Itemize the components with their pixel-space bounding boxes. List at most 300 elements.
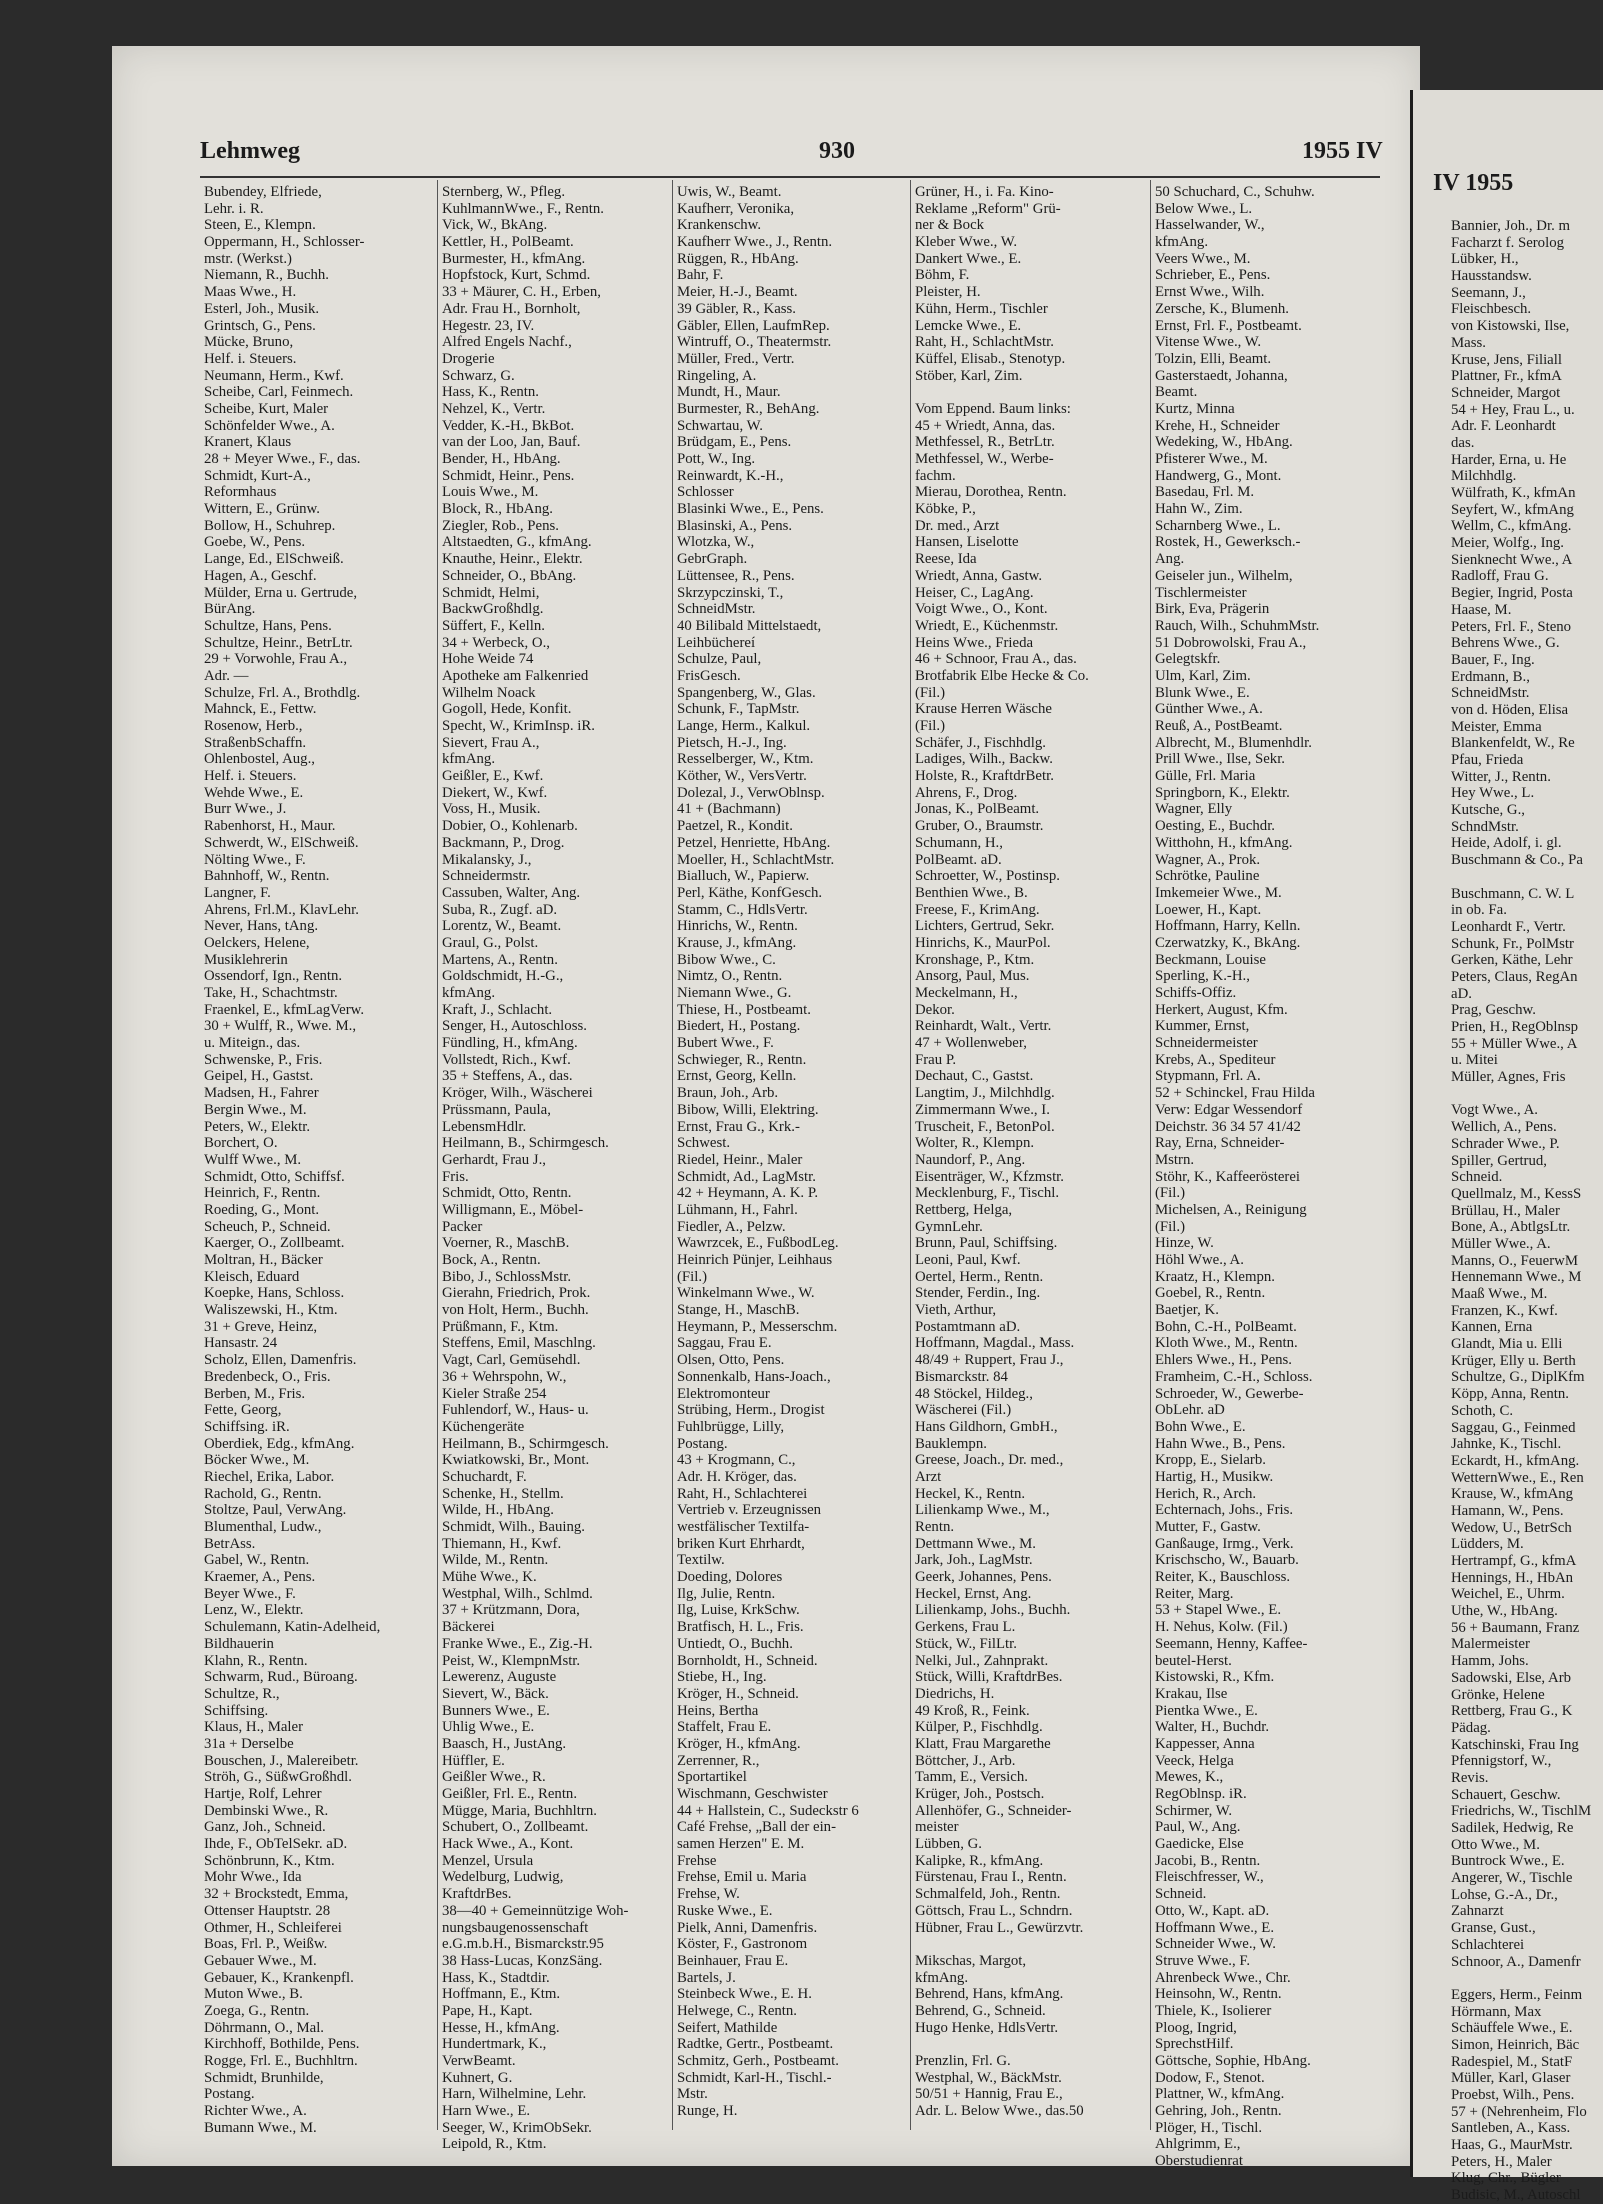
directory-entry-line: Schneidermeister <box>1155 1035 1258 1052</box>
facing-page-entry-line: Angerer, W., Tischle <box>1451 1870 1573 1887</box>
facing-page-entry-line: Katschinski, Frau Ing <box>1451 1736 1579 1753</box>
directory-entry-line: Hinze, W. <box>1155 1235 1214 1252</box>
directory-entry-line: Kirchhoff, Bothilde, Pens. <box>204 2036 360 2053</box>
directory-entry-line: Mecklenburg, F., Tischl. <box>915 1185 1060 1202</box>
directory-entry-line: Wehde Wwe., E. <box>204 784 304 801</box>
directory-entry-line: Burr Wwe., J. <box>204 801 287 818</box>
directory-entry-line: Schultze, R., <box>204 1685 280 1702</box>
directory-entry-line: Gabel, W., Rentn. <box>204 1552 310 1569</box>
directory-entry-line: Skrzypczinski, T., <box>677 584 784 601</box>
directory-entry-line: Schmidt, Heinr., Pens. <box>442 467 575 484</box>
directory-entry-line: Neumann, Herm., Kwf. <box>204 367 344 384</box>
directory-entry-line <box>915 384 1147 401</box>
directory-entry-line: Sonnenkalb, Hans-Joach., <box>677 1368 831 1385</box>
directory-entry-line: Dolezal, J., VerwOblnsp. <box>677 784 825 801</box>
directory-entry-line: Pielk, Anni, Damenfris. <box>677 1919 818 1936</box>
column-divider <box>1150 180 1151 2130</box>
directory-entry-line: Olsen, Otto, Pens. <box>677 1352 785 1369</box>
directory-entry-line: Fette, Georg, <box>204 1402 282 1419</box>
facing-page-entry-line: Weichel, E., Uhrm. <box>1451 1586 1565 1603</box>
facing-page-entry-line: Kruse, Jens, Filiall <box>1451 351 1562 368</box>
directory-entry-line: Senger, H., Autoschloss. <box>442 1018 587 1035</box>
directory-entry-line: KuhlmannWwe., F., Rentn. <box>442 200 604 217</box>
directory-entry-line: Schneid. <box>1155 1886 1207 1903</box>
facing-page-entry-line: Franzen, K., Kwf. <box>1451 1302 1558 1319</box>
facing-page-entry-line: Harder, Erna, u. He <box>1451 451 1567 468</box>
directory-entry-line: Seemann, Henny, Kaffee- <box>1155 1635 1308 1652</box>
directory-entry-line: Roeding, G., Mont. <box>204 1201 320 1218</box>
directory-entry-line: Adr. — <box>204 667 249 684</box>
header-rule <box>200 176 1380 178</box>
directory-entry-line: Schmalfeld, Joh., Rentn. <box>915 1886 1061 1903</box>
directory-entry-line: Reiter, K., Bauschloss. <box>1155 1569 1291 1586</box>
facing-page-entry-line: Grönke, Helene <box>1451 1686 1545 1703</box>
directory-entry-line: Frau P. <box>915 1051 957 1068</box>
directory-entry-line: Imkemeier Wwe., M. <box>1155 884 1282 901</box>
directory-entry-line: Schmidt, Otto, Schiffsf. <box>204 1168 345 1185</box>
directory-entry-line: Wriedt, E., Küchenmstr. <box>915 617 1059 634</box>
directory-entry-line: Dechaut, C., Gastst. <box>915 1068 1034 1085</box>
directory-entry-line: Prenzlin, Frl. G. <box>915 2053 1011 2069</box>
directory-entry-line: Bäckerei <box>442 1619 495 1636</box>
directory-entry-line: Walter, H., Buchdr. <box>1155 1719 1270 1736</box>
directory-entry-line: Kühn, Herm., Tischler <box>915 300 1048 317</box>
directory-entry-line: Prill Wwe., Ilse, Sekr. <box>1155 751 1286 768</box>
directory-entry-line: 37 + Krützmann, Dora, <box>442 1602 580 1619</box>
facing-page-entry-line: Schultze, G., DiplKfm <box>1451 1369 1585 1386</box>
facing-page-entry-line: Lübker, H., <box>1451 251 1519 268</box>
directory-entry-line: BetrAss. <box>204 1535 256 1552</box>
directory-entry-line: Wolter, R., Klempn. <box>915 1135 1035 1152</box>
directory-entry-line: Rüggen, R., HbAng. <box>677 250 799 267</box>
directory-entry-line: SprechstHilf. <box>1155 2036 1234 2053</box>
directory-entry-line: Fündling, H., kfmAng. <box>442 1035 578 1052</box>
directory-entry-line: RegOblnsp. iR. <box>1155 1786 1247 1802</box>
directory-entry-line: Böhm, F. <box>915 267 970 284</box>
directory-entry-line: Block, R., HbAng. <box>442 501 553 518</box>
directory-entry-line: Othmer, H., Schleiferei <box>204 1919 342 1936</box>
directory-entry-line: Bildhauerin <box>204 1635 274 1652</box>
directory-entry-line: Albrecht, M., Blumenhdlr. <box>1155 734 1312 751</box>
facing-page-entry-line: Sadilek, Hedwig, Re <box>1451 1820 1574 1836</box>
directory-entry-line: Schenke, H., Stellm. <box>442 1485 564 1502</box>
directory-entry-line: Ohlenbostel, Aug., <box>204 751 315 768</box>
directory-entry-line: Untiedt, O., Buchh. <box>677 1635 793 1652</box>
directory-entry-line: Ganz, Joh., Schneid. <box>204 1819 326 1836</box>
directory-entry-line: Blunk Wwe., E. <box>1155 684 1250 701</box>
directory-entry-line: Fraenkel, E., kfmLagVerw. <box>204 1001 365 1018</box>
directory-entry-line: Kappesser, Anna <box>1155 1735 1255 1752</box>
directory-entry-line: Schwarm, Rud., Büroang. <box>204 1669 358 1686</box>
facing-page-entry-line: Maaß Wwe., M. <box>1451 1286 1548 1302</box>
directory-entry-line: Hübner, Frau L., Gewürzvtr. <box>915 1919 1084 1936</box>
directory-entry-line: Elektromonteur <box>677 1385 770 1402</box>
directory-entry-line: 49 Kroß, R., Feink. <box>915 1702 1030 1719</box>
directory-entry-line: 45 + Wriedt, Anna, das. <box>915 417 1056 434</box>
directory-entry-line: Seeger, W., KrimObSekr. <box>442 2119 592 2136</box>
facing-page-entry-line: SchndMstr. <box>1451 818 1519 835</box>
directory-entry-line: Lübben, G. <box>915 1836 982 1853</box>
directory-entry-line: Esterl, Joh., Musik. <box>204 300 320 317</box>
directory-entry-line: Otto, W., Kapt. aD. <box>1155 1902 1270 1919</box>
directory-entry-line: beutel-Herst. <box>1155 1652 1232 1669</box>
directory-entry-line: Wäscherei (Fil.) <box>915 1402 1012 1419</box>
directory-entry-line: Schuchardt, F. <box>442 1468 527 1485</box>
directory-entry-line: kfmAng. <box>442 985 496 1001</box>
directory-entry-line: Schultze, Heinr., BetrLtr. <box>204 634 353 651</box>
facing-page-entry-line <box>1451 869 1601 886</box>
directory-entry-line: Ernst Wwe., Wilh. <box>1155 284 1265 301</box>
directory-entry-line: Bismarckstr. 84 <box>915 1368 1008 1385</box>
facing-page-entry-line: Wülfrath, K., kfmAn <box>1451 485 1576 501</box>
directory-entry-line: Packer <box>442 1218 483 1235</box>
directory-entry-line: Kraatz, H., Klempn. <box>1155 1268 1275 1285</box>
directory-entry-line: Bock, A., Rentn. <box>442 1252 541 1268</box>
directory-entry-line: Plöger, H., Tischl. <box>1155 2119 1263 2136</box>
directory-entry-line: Bunners Wwe., E. <box>442 1702 550 1719</box>
directory-entry-line: Bouschen, J., Malereibetr. <box>204 1752 359 1769</box>
directory-entry-line: Suba, R., Zugf. aD. <box>442 901 558 918</box>
directory-entry-line: 33 + Mäurer, C. H., Erben, <box>442 284 601 301</box>
directory-entry-line: Schumann, H., <box>915 834 1003 851</box>
directory-entry-line: Voigt Wwe., O., Kont. <box>915 601 1048 618</box>
facing-page-entry-line: Revis. <box>1451 1769 1489 1786</box>
directory-entry-line: Oesting, E., Buchdr. <box>1155 818 1276 835</box>
directory-entry-line: Mahnck, E., Fettw. <box>204 701 317 718</box>
facing-page-entry-line: Manns, O., FeuerwM <box>1451 1252 1578 1269</box>
facing-page-entry-line: Radespiel, M., StatF <box>1451 2053 1573 2070</box>
directory-entry-line: Schmidt, Karl-H., Tischl.- <box>677 2069 832 2086</box>
directory-entry-line: LebensmHdlr. <box>442 1118 527 1135</box>
directory-entry-line: briken Kurt Ehrhardt, <box>677 1535 805 1552</box>
directory-entry-line: Staffelt, Frau E. <box>677 1719 772 1736</box>
directory-entry-line: Meckelmann, H., <box>915 985 1018 1001</box>
directory-entry-line: Vagt, Carl, Gemüsehdl. <box>442 1352 581 1369</box>
directory-entry-line: Harn Wwe., E. <box>442 2103 531 2120</box>
directory-entry-line: Plattner, W., kfmAng. <box>1155 2086 1285 2103</box>
directory-entry-line: Kurtz, Minna <box>1155 400 1235 417</box>
directory-entry-line: Schrötke, Pauline <box>1155 868 1260 885</box>
directory-entry-line: (Fil.) <box>1155 1185 1186 1202</box>
directory-entry-line: Külper, P., Fischhdlg. <box>915 1719 1043 1736</box>
directory-entry-line: Koepke, Hans, Schloss. <box>204 1285 345 1302</box>
directory-entry-line: Schroetter, W., Postinsp. <box>915 868 1060 885</box>
directory-entry-line: Holste, R., KraftdrBetr. <box>915 768 1054 785</box>
facing-page-entry-line: Bone, A., AbtlgsLtr. <box>1451 1219 1571 1236</box>
directory-entry-line: Graul, G., Polst. <box>442 934 539 951</box>
directory-entry-line: Kieler Straße 254 <box>442 1385 547 1402</box>
directory-entry-line: Stiebe, H., Ing. <box>677 1669 767 1686</box>
facing-page-entry-line: Hamann, W., Pens. <box>1451 1502 1564 1519</box>
facing-page-entry-line: Klug, Chr., Bügler <box>1451 2170 1561 2187</box>
directory-entry-line: Lemcke Wwe., E. <box>915 317 1022 334</box>
directory-entry-line: Steffens, Emil, Maschlng. <box>442 1335 596 1352</box>
directory-entry-line: Burmester, H., kfmAng. <box>442 250 586 267</box>
directory-entry-line: KraftdrBes. <box>442 1886 512 1903</box>
facing-page-entry-line: Buschmann & Co., Pa <box>1451 852 1583 869</box>
directory-entry-line: Seifert, Mathilde <box>677 2019 778 2036</box>
directory-entry-line: Klaus, H., Maler <box>204 1719 304 1736</box>
directory-entry-line: samen Herzen" E. M. <box>677 1836 805 1853</box>
directory-entry-line: Goldschmidt, H.-G., <box>442 968 564 985</box>
directory-entry-line: Ruske Wwe., E. <box>677 1902 773 1919</box>
facing-page-entry-line: Schlachterei <box>1451 1936 1525 1953</box>
directory-entry-line: Muton Wwe., B. <box>204 1986 303 2003</box>
directory-entry-line: Heilmann, B., Schirmgesch. <box>442 1135 609 1152</box>
directory-entry-line: Paetzel, R., Kondit. <box>677 818 793 835</box>
directory-entry-line: Ziegler, Rob., Pens. <box>442 517 559 534</box>
directory-entry-line: Bahr, F. <box>677 267 724 284</box>
directory-entry-line: 41 + (Bachmann) <box>677 801 781 818</box>
directory-entry-line: Resselberger, W., Ktm. <box>677 751 814 768</box>
facing-page-entry-line: WetternWwe., E., Ren <box>1451 1469 1584 1486</box>
directory-entry-line: Moltran, H., Bäcker <box>204 1252 323 1268</box>
facing-page-entry-line: Budisic, M., Autoschl <box>1451 2187 1581 2204</box>
directory-entry-line: Westphal, W., BäckMstr. <box>915 2069 1062 2086</box>
facing-page-entry-line: Meier, Wolfg., Ing. <box>1451 535 1565 552</box>
directory-entry-line: e.G.m.b.H., Bismarckstr.95 <box>442 1936 604 1953</box>
directory-entry-line: Lichters, Gertrud, Sekr. <box>915 918 1055 935</box>
directory-entry-line: Böttcher, J., Arb. <box>915 1752 1016 1769</box>
directory-entry-line: Witthohn, H., kfmAng. <box>1155 834 1293 851</box>
directory-entry-line: Thiemann, H., Kwf. <box>442 1535 562 1552</box>
directory-entry-line: Hohe Weide 74 <box>442 651 534 668</box>
directory-entry-line: Bornholdt, H., Schneid. <box>677 1652 818 1669</box>
directory-entry-line: 38 Hass-Lucas, KonzSäng. <box>442 1952 603 1969</box>
facing-page-entry-line: Brüllau, H., Maler <box>1451 1202 1560 1219</box>
facing-page-entry-line: Bannier, Joh., Dr. m <box>1451 218 1571 234</box>
directory-entry-line: Schirmer, W. <box>1155 1802 1233 1819</box>
directory-entry-line: Wagner, Elly <box>1155 801 1233 818</box>
directory-entry-line: Köther, W., VersVertr. <box>677 768 807 785</box>
directory-entry-line: BürAng. <box>204 601 256 618</box>
facing-page-entry-line: Uthe, W., HbAng. <box>1451 1603 1558 1620</box>
directory-entry-line: Raht, H., SchlachtMstr. <box>915 334 1054 351</box>
directory-entry-line: StraßenbSchaffn. <box>204 734 307 751</box>
directory-entry-line: Schwartau, W. <box>677 417 763 434</box>
directory-entry-line: Michelsen, A., Reinigung <box>1155 1201 1307 1218</box>
directory-entry-line: Gehring, Joh., Rentn. <box>1155 2103 1282 2120</box>
directory-entry-line: Heilmann, B., Schirmgesch. <box>442 1435 609 1452</box>
directory-entry-line: Müller, Fred., Vertr. <box>677 350 795 367</box>
directory-entry-line: 29 + Vorwohle, Frau A., <box>204 651 348 668</box>
directory-entry-line: Gogoll, Hede, Konfit. <box>442 701 572 718</box>
directory-entry-line: Hansen, Liselotte <box>915 534 1019 551</box>
directory-entry-line: Ploog, Ingrid, <box>1155 2019 1237 2036</box>
directory-entry-line: Mücke, Bruno, <box>204 334 294 351</box>
directory-entry-line: Postamtmann aD. <box>915 1318 1021 1335</box>
facing-page-entry-line: Sienknecht Wwe., A <box>1451 551 1573 568</box>
directory-entry-line: Sievert, W., Bäck. <box>442 1685 549 1702</box>
directory-entry-line: Heinrich Pünjer, Leihhaus <box>677 1252 833 1268</box>
facing-page-entry-line: Adr. F. Leonhardt <box>1451 418 1556 435</box>
directory-entry-line: Helf. i. Steuers. <box>204 768 297 785</box>
directory-entry-line: Schulemann, Katin-Adelheid, <box>204 1619 381 1636</box>
facing-page-entry-line: Otto Wwe., M. <box>1451 1836 1540 1853</box>
street-heading: Lehmweg <box>200 138 300 164</box>
directory-entry-line: Scholz, Ellen, Damenfris. <box>204 1352 357 1369</box>
directory-entry-line: Günther Wwe., A. <box>1155 701 1263 718</box>
directory-entry-line: Frehse, W. <box>677 1886 740 1903</box>
directory-entry-line: Hartig, H., Musikw. <box>1155 1468 1274 1485</box>
directory-entry-line: Schmitz, Gerh., Postbeamt. <box>677 2053 839 2069</box>
directory-entry-line: Hans Gildhorn, GmbH., <box>915 1418 1058 1435</box>
directory-entry-line: Brunn, Paul, Schiffsing. <box>915 1235 1058 1252</box>
column-divider <box>910 180 911 2130</box>
facing-page-entry-line: Schoth, C. <box>1451 1402 1514 1419</box>
directory-entry-line: Mundt, H., Maur. <box>677 384 781 401</box>
directory-entry-line: Sperling, K.-H., <box>1155 968 1250 985</box>
directory-entry-line: FrisGesch. <box>677 667 741 684</box>
directory-entry-line: Methfessel, R., BetrLtr. <box>915 434 1055 451</box>
directory-entry-line: Küchengeräte <box>442 1418 525 1435</box>
directory-entry-line: Willigmann, E., Möbel- <box>442 1201 584 1218</box>
directory-entry-line: Schmidt, Wilh., Bauing. <box>442 1519 585 1535</box>
directory-entry-line: Gerkens, Frau L. <box>915 1619 1016 1636</box>
directory-entry-line: Ernst, Frau G., Krk.- <box>677 1118 800 1135</box>
directory-entry-line: Reese, Ida <box>915 551 977 568</box>
directory-entry-line: Nölting Wwe., F. <box>204 851 306 868</box>
directory-entry-line: Hoffmann, Harry, Kelln. <box>1155 918 1301 935</box>
directory-entry-line: Schulze, Frl. A., Brothdlg. <box>204 684 361 701</box>
directory-entry-line: Diedrichs, H. <box>915 1685 995 1702</box>
directory-entry-line: Schneidermstr. <box>442 868 531 885</box>
directory-entry-line: Süffert, F., Kelln. <box>442 617 545 634</box>
directory-entry-line: Freese, F., KrimAng. <box>915 901 1040 918</box>
directory-entry-line: Schmidt, Brunhilde, <box>204 2069 324 2086</box>
directory-entry-line: Beckmann, Louise <box>1155 951 1266 968</box>
facing-page-entry-line: aD. <box>1451 985 1472 1002</box>
directory-entry-line: Ottenser Hauptstr. 28 <box>204 1902 331 1919</box>
directory-entry-line: Peters, W., Elektr. <box>204 1118 311 1135</box>
directory-entry-line: Krause, J., kfmAng. <box>677 934 797 951</box>
directory-entry-line: Döhrmann, O., Mal. <box>204 2019 325 2036</box>
directory-entry-line: Fleischfresser, W., <box>1155 1869 1264 1886</box>
directory-column-4 <box>915 184 1147 2120</box>
directory-entry-line: 47 + Wollenweber, <box>915 1035 1027 1052</box>
directory-entry-line: Rauch, Wilh., SchuhmMstr. <box>1155 617 1320 634</box>
directory-entry-line: Ulm, Karl, Zim. <box>1155 667 1251 684</box>
facing-page-entry-line: Schäuffele Wwe., E. <box>1451 2020 1573 2037</box>
directory-entry-line: 42 + Heymann, A. K. P. <box>677 1185 819 1202</box>
directory-entry-line: Stück, W., FilLtr. <box>915 1635 1017 1652</box>
directory-entry-line: Pfisterer Wwe., M. <box>1155 451 1268 467</box>
facing-page-entry-line: in ob. Fa. <box>1451 902 1507 919</box>
directory-entry-line: Peist, W., KlempnMstr. <box>442 1652 581 1669</box>
directory-entry-line: Fiedler, A., Pelzw. <box>677 1218 786 1235</box>
facing-page-entry-line: von d. Höden, Elisa <box>1451 701 1569 718</box>
directory-entry-line: Schneider, O., BbAng. <box>442 567 577 584</box>
directory-entry-line: Berben, M., Fris. <box>204 1385 306 1402</box>
facing-page-heading: IV 1955 <box>1433 170 1514 196</box>
directory-entry-line: Stange, H., MaschB. <box>677 1302 800 1319</box>
directory-entry-line: Adr. Frau H., Bornholt, <box>442 300 581 317</box>
directory-entry-line: Baetjer, K. <box>1155 1302 1219 1319</box>
directory-entry-line: Vedder, K.-H., BkBot. <box>442 417 575 434</box>
directory-entry-line: Helf. i. Steuers. <box>204 350 297 367</box>
directory-entry-line: Ernst, Georg, Kelln. <box>677 1068 797 1085</box>
directory-entry-line: Nelki, Jul., Zahnprakt. <box>915 1652 1049 1669</box>
directory-entry-line: Bratfisch, H. L., Fris. <box>677 1619 804 1636</box>
directory-entry-line: Vitense Wwe., W. <box>1155 334 1262 351</box>
directory-entry-line: Lenz, W., Elektr. <box>204 1602 304 1619</box>
directory-entry-line: Eisenträger, W., Kfzmstr. <box>915 1168 1064 1185</box>
directory-entry-line: Verw: Edgar Wessendorf <box>1155 1101 1303 1118</box>
directory-entry-line: Beinhauer, Frau E. <box>677 1952 789 1969</box>
directory-entry-line: Behrend, G., Schneid. <box>915 2002 1046 2019</box>
directory-entry-line: Voss, H., Musik. <box>442 801 541 818</box>
directory-entry-line: (Fil.) <box>1155 1218 1186 1235</box>
directory-entry-line: Riedel, Heinr., Maler <box>677 1151 803 1168</box>
directory-entry-line: Hass, K., Stadtdir. <box>442 1969 550 1986</box>
directory-entry-line: Take, H., Schachtmstr. <box>204 985 338 1001</box>
directory-entry-line: Grüner, H., i. Fa. Kino- <box>915 184 1054 200</box>
facing-page-entry-line: Krause, W., kfmAng <box>1451 1486 1574 1503</box>
directory-entry-line: BackwGroßhdlg. <box>442 601 544 618</box>
directory-entry-line: Geipel, H., Gastst. <box>204 1068 314 1085</box>
directory-entry-line: Veeck, Helga <box>1155 1752 1234 1769</box>
directory-entry-line: 46 + Schnoor, Frau A., das. <box>915 651 1077 668</box>
directory-entry-line: Musiklehrerin <box>204 951 288 968</box>
directory-entry-line: Sternberg, W., Pfleg. <box>442 184 566 200</box>
directory-entry-line: Madsen, H., Fahrer <box>204 1085 319 1102</box>
facing-page-entry-line: Buntrock Wwe., E. <box>1451 1853 1565 1870</box>
directory-entry-line: Schlosser <box>677 484 734 501</box>
directory-entry-line: Hoffmann, E., Ktm. <box>442 1986 561 2003</box>
facing-page-entry-line: 57 + (Nehrenheim, Flo <box>1451 2103 1587 2120</box>
directory-entry-line: Leihbüchereí <box>677 634 756 651</box>
directory-entry-line: Geißler Wwe., R. <box>442 1769 546 1786</box>
directory-entry-line: Scheibe, Kurt, Maler <box>204 400 329 417</box>
facing-page-entry-line: Quellmalz, M., KessS <box>1451 1185 1582 1202</box>
directory-entry-line: Heins, Bertha <box>677 1702 759 1719</box>
facing-page-entry-line: Jahnke, K., Tischl. <box>1451 1436 1562 1453</box>
directory-entry-line: Loewer, H., Kapt. <box>1155 901 1262 918</box>
directory-entry-line: Deichstr. 36 34 57 41/42 <box>1155 1118 1301 1135</box>
directory-entry-line: Helwege, C., Rentn. <box>677 2002 797 2019</box>
directory-entry-line: Gasterstaedt, Johanna, <box>1155 367 1288 384</box>
directory-entry-line: Scharnberg Wwe., L. <box>1155 517 1281 534</box>
directory-entry-line: Klahn, R., Rentn. <box>204 1652 308 1669</box>
directory-entry-line: Kistowski, R., Kfm. <box>1155 1669 1275 1686</box>
directory-entry-line: Hoffmann Wwe., E. <box>1155 1919 1275 1936</box>
directory-entry-line: Mohr Wwe., Ida <box>204 1869 302 1886</box>
directory-entry-line: Krause Herren Wäsche <box>915 701 1052 718</box>
directory-entry-line: Kaerger, O., Zollbeamt. <box>204 1235 345 1252</box>
directory-entry-line: Heckel, Ernst, Ang. <box>915 1585 1032 1602</box>
directory-entry-line: Küffel, Elisab., Stenotyp. <box>915 350 1066 367</box>
directory-entry-line: Stypmann, Frl. A. <box>1155 1068 1261 1085</box>
directory-entry-line: Methfessel, W., Werbe- <box>915 451 1054 467</box>
directory-entry-line: Heinrich, F., Rentn. <box>204 1185 321 1202</box>
facing-page-entry-line: Lüdders, M. <box>1451 1536 1524 1553</box>
directory-entry-line: Harn, Wilhelmine, Lehr. <box>442 2086 587 2103</box>
directory-entry-line: 30 + Wulff, R., Wwe. M., <box>204 1018 357 1035</box>
facing-page-entry-line: Peters, Frl. F., Steno <box>1451 618 1572 635</box>
directory-entry-line: Geißler, E., Kwf. <box>442 768 544 785</box>
directory-entry-line: 53 + Stapel Wwe., E. <box>1155 1602 1282 1619</box>
facing-page-entry-line: Malermeister <box>1451 1636 1530 1653</box>
directory-entry-line: GebrGraph. <box>677 551 748 568</box>
facing-page-entry-line: Wedow, U., BetrSch <box>1451 1519 1572 1536</box>
directory-entry-line: Krebs, A., Spediteur <box>1155 1051 1276 1068</box>
directory-entry-line: Kaufherr Wwe., J., Rentn. <box>677 234 833 251</box>
directory-entry-line: Perl, Käthe, KonfGesch. <box>677 884 823 901</box>
directory-entry-line: Hugo Henke, HdlsVertr. <box>915 2019 1059 2036</box>
directory-entry-line: Prüssmann, Paula, <box>442 1101 551 1118</box>
directory-entry-line: Lilienkamp, Johs., Buchh. <box>915 1602 1071 1619</box>
directory-entry-line: Baasch, H., JustAng. <box>442 1735 567 1752</box>
